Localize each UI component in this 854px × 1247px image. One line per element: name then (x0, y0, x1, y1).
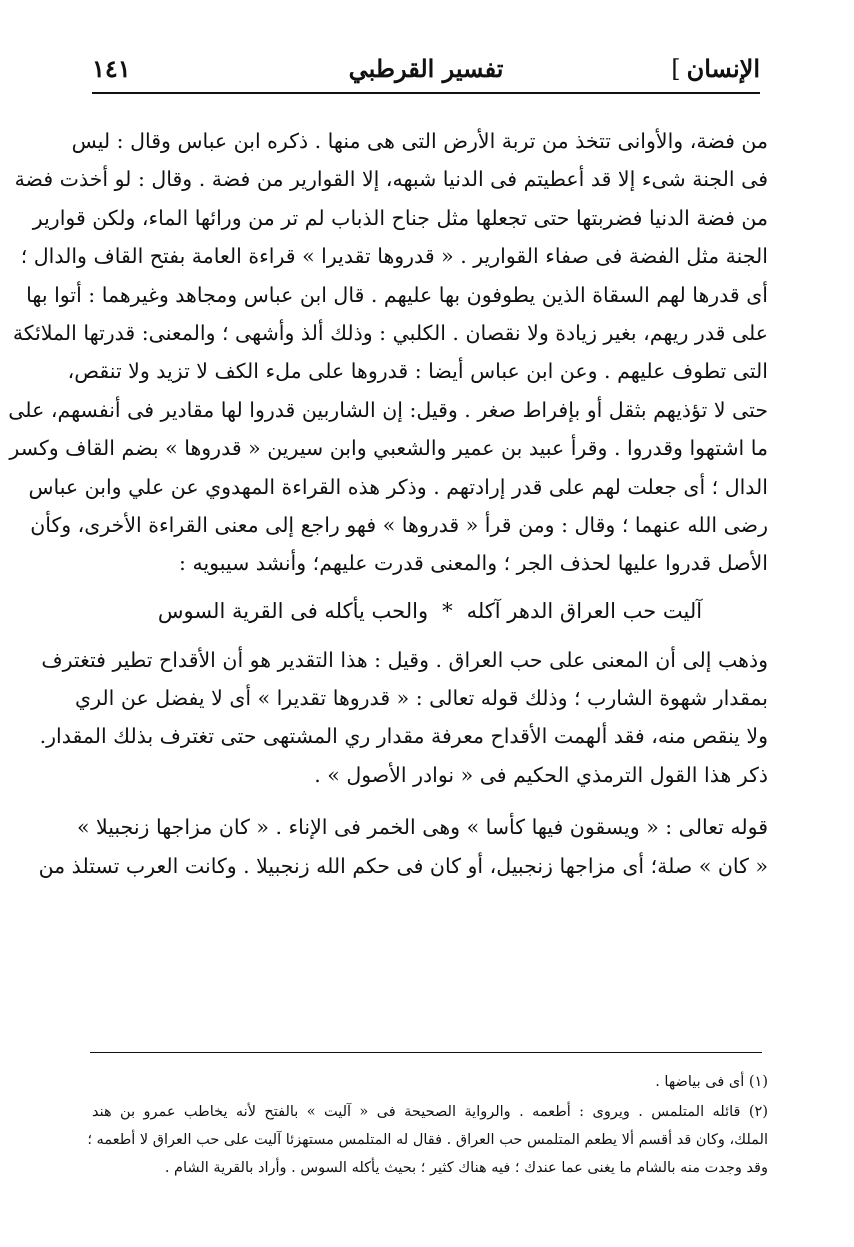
verse-separator: * (442, 598, 453, 623)
page-number: ١٤١ (92, 54, 131, 83)
footnote-2-line: الملك، وكان قد أقسم ألا يطعم المتلمس حب العراق . فقال له المتلمس مستهزئا آليت على حب العراق لا أطعمه ؛ (87, 1132, 768, 1148)
text-line: فى الجنة شىء إلا قد أعطيتم فى الدنيا شبهه، إلا القوارير من فضة . وقال : لو أخذت فضة (14, 167, 768, 192)
text-line: قوله تعالى : « ويسقون فيها كأسا » وهى الخمر فى الإناء . « كان مزاجها زنجبيلا » (76, 815, 768, 840)
text-line: وذهب إلى أن المعنى على حب العراق . وقيل : هذا التقدير هو أن الأقداح تطير فتغترف (41, 647, 768, 672)
paragraph-gap (92, 794, 768, 808)
poetry-verse (92, 587, 768, 635)
text-line: ذكر هذا القول الترمذي الحكيم فى « نوادر الأصول » . (314, 762, 768, 787)
text-line: بمقدار شهوة الشارب ؛ وذلك قوله تعالى : « قدروها تقديرا » أى لا يفضل عن الري (75, 686, 768, 711)
text-line: رضى الله عنهما ؛ وقال : ومن قرأ « قدروها » فهو راجع إلى معنى القراءة الأخرى، وكأن (30, 512, 768, 537)
text-line: الدال ؛ أى جعلت لهم على قدر إرادتهم . وذكر هذه القراءة المهدوي عن علي وابن عباس (28, 474, 768, 499)
footnote-divider (90, 1052, 762, 1053)
text-line: ولا ينقص منه، فقد ألهمت الأقداح معرفة مقدار ري المشتهى حتى تغترف بذلك المقدار. (39, 724, 768, 749)
footnote-2-line: (٢) قائله المتلمس . ويروى : أطعمه . والرواية الصحيحة فى « آليت » بالفتح لأنه يخاطب عمرو بن هند (92, 1104, 768, 1120)
text-line: من فضة الدنيا فضربتها حتى تجعلها مثل جناح الذباب لم تر من ورائها الماء، ولكن قوارير (32, 205, 768, 230)
text-line: الأصل قدروا عليها لحذف الجر ؛ والمعنى قدرت عليهم؛ وأنشد سيبويه : (179, 551, 768, 576)
running-header (92, 52, 760, 94)
footnote-1: (١) أى فى بياضها . (655, 1074, 768, 1090)
text-line: التى تطوف عليهم . وعن ابن عباس أيضا : قدروها على ملء الكف لا تزيد ولا تنقص، (67, 359, 768, 384)
text-line: ما اشتهوا وقدروا . وقرأ عبيد بن عمير والشعبي وابن سيرين « قدروها » بضم القاف وكسر (9, 436, 768, 461)
text-line: أى قدرها لهم السقاة الذين يطوفون بها عليهم . قال ابن عباس ومجاهد وغيرهما : أتوا بها (26, 282, 768, 307)
text-line: الجنة مثل الفضة فى صفاء القوارير . « قدروها تقديرا » قراءة العامة بفتح القاف والدال ؛ (20, 244, 768, 269)
surah-label: الإنسان (686, 54, 760, 83)
text-line: « كان » صلة؛ أى مزاجها زنجبيل، أو كان فى حكم الله زنجبيلا . وكانت العرب تستلذ من (38, 853, 768, 878)
footnotes (87, 1068, 768, 1182)
text-line: حتى لا تؤذيهم بثقل أو بإفراط صغر . وقيل: إن الشاربين قدروا لها مقادير فى أنفسهم، على (8, 397, 768, 422)
text-line: على قدر ريهم، بغير زيادة ولا نقصان . الكلبي : وذلك ألذ وأشهى ؛ والمعنى: قدرتها الملائكة (12, 320, 768, 345)
verse-second-hemistich: والحب يأكله فى القرية السوس (157, 598, 429, 623)
verse-first-hemistich: آليت حب العراق الدهر آكله (466, 598, 703, 623)
text-line: من فضة، والأوانى تتخذ من تربة الأرض التى هى منها . ذكره ابن عباس وقال : ليس (71, 129, 768, 153)
footnote-2-line: وقد وجدت منه بالشام ما يغنى عما عندك ؛ فيه هناك كثير ؛ بحيث يأكله السوس . وأراد بالقرية الشام . (164, 1160, 768, 1176)
header-bracket: ] (671, 55, 681, 83)
main-text (8, 122, 768, 885)
book-title: تفسير القرطبي (348, 54, 504, 83)
